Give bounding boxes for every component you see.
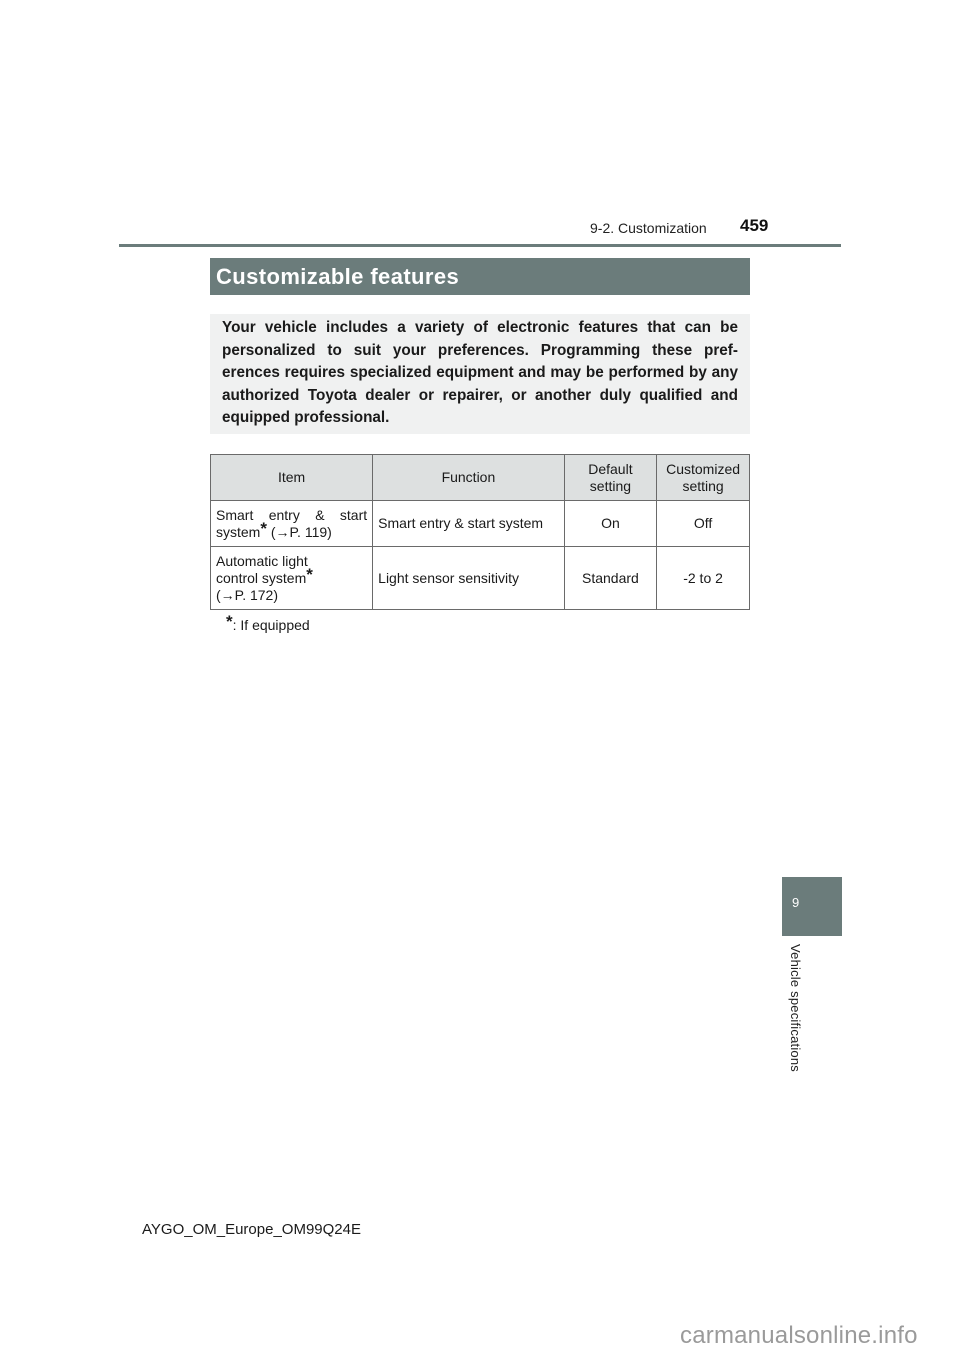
intro-text: Your vehicle includes a variety of electronic features that can be personalized to suit your preferences. Programming these pref-erences requires specialized equipment and may be performed by any authorized Toyota dealer or repairer, or another duly qualified and equipped professional. xyxy=(222,319,738,427)
cell-default-setting: On xyxy=(564,501,656,547)
page-reference-link[interactable]: (→P. 119) xyxy=(266,523,332,540)
item-name: Smart entry & start system xyxy=(216,506,368,540)
column-header-item: Item xyxy=(211,455,373,501)
column-header-function: Function xyxy=(373,455,565,501)
watermark: carmanualsonline.info xyxy=(680,1322,918,1349)
document-id: AYGO_OM_Europe_OM99Q24E xyxy=(142,1221,361,1238)
footnote xyxy=(226,612,310,633)
cell-function: Light sensor sensitivity xyxy=(373,547,565,610)
cell-customized-setting: -2 to 2 xyxy=(657,547,750,610)
item-name-line: control system xyxy=(216,569,307,586)
table-row xyxy=(211,547,750,610)
if-equipped-marker: * xyxy=(306,564,313,584)
page-reference-link[interactable]: (→P. 172) xyxy=(216,586,278,603)
cell-function: Smart entry & start system xyxy=(373,501,565,547)
item-name-line: Automatic light xyxy=(216,552,308,569)
page-title: Customizable features xyxy=(216,264,460,289)
column-header-customized-setting: Customized setting xyxy=(657,455,750,501)
table-row xyxy=(211,501,750,547)
cell-default-setting: Standard xyxy=(564,547,656,610)
cell-item xyxy=(211,501,373,547)
intro-box xyxy=(210,314,750,434)
column-header-default-setting: Default setting xyxy=(564,455,656,501)
cell-customized-setting: Off xyxy=(657,501,750,547)
chapter-tab[interactable] xyxy=(782,877,842,936)
footnote-marker: * xyxy=(226,612,233,631)
if-equipped-marker: * xyxy=(260,518,267,538)
header-divider xyxy=(119,244,841,247)
chapter-label: Vehicle specifications xyxy=(788,944,803,1072)
page-number: 459 xyxy=(740,216,769,235)
footnote-text: : If equipped xyxy=(232,617,310,633)
chapter-number: 9 xyxy=(792,895,800,910)
table-header-row xyxy=(211,455,750,501)
customizable-features-table xyxy=(210,454,750,610)
cell-item xyxy=(211,547,373,610)
title-bar xyxy=(210,258,750,295)
section-heading: 9-2. Customization xyxy=(590,220,707,236)
